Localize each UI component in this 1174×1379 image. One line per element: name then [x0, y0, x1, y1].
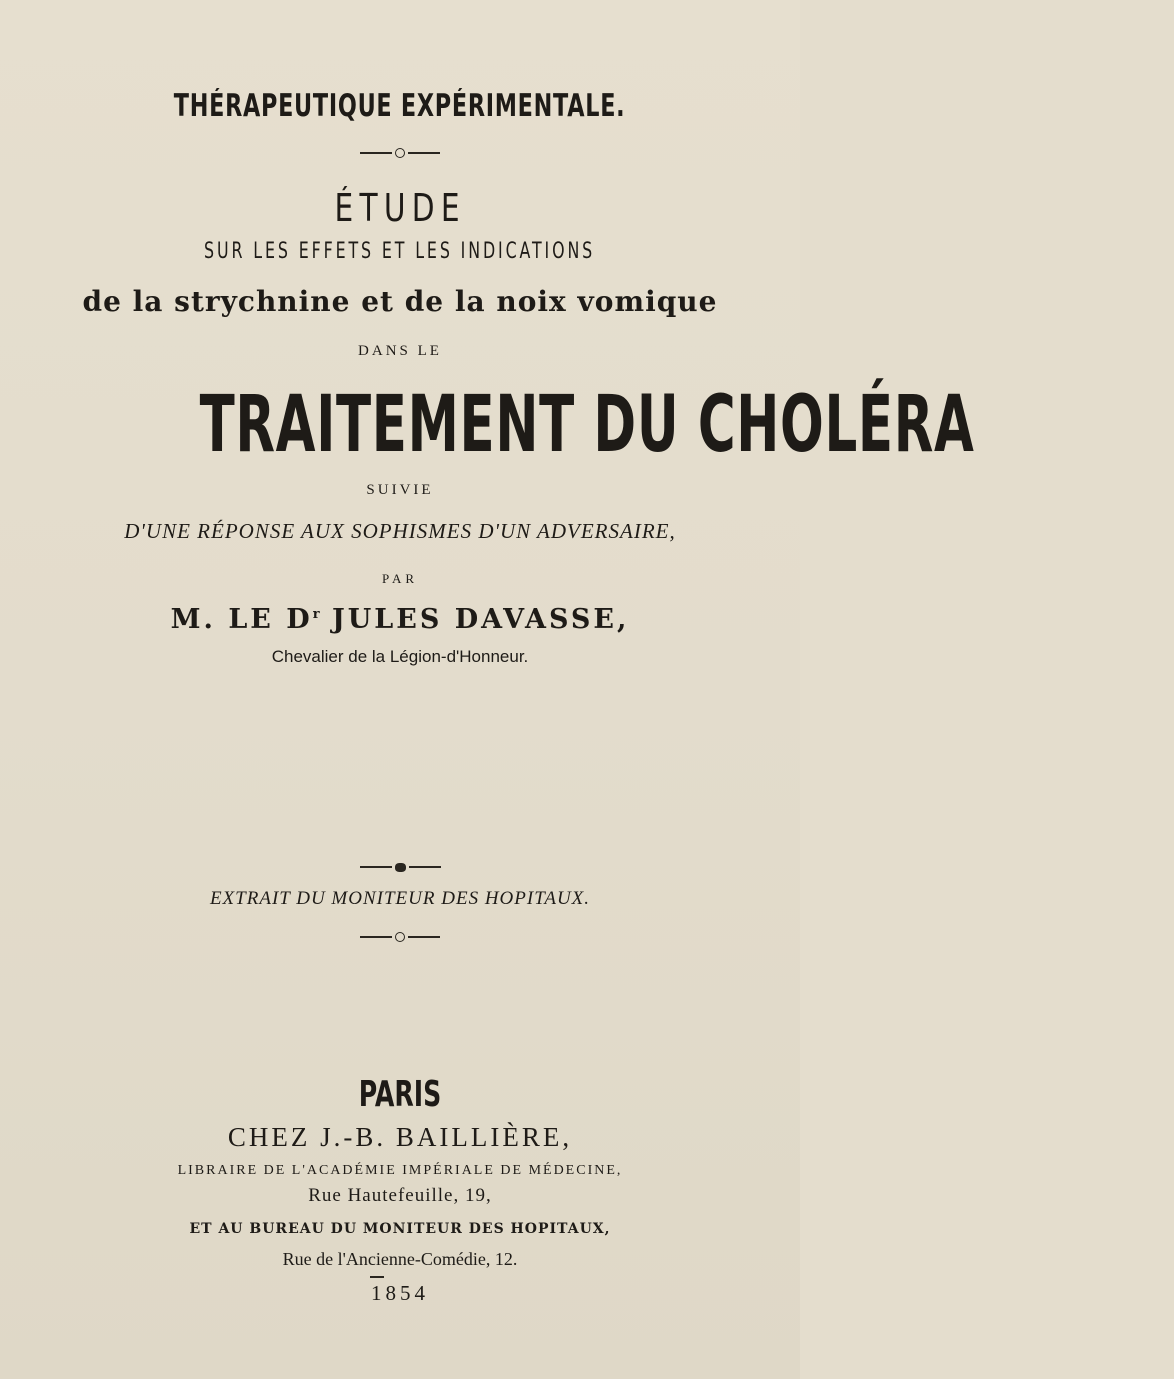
collection-heading: THÉRAPEUTIQUE EXPÉRIMENTALE. — [174, 88, 626, 124]
main-title: TRAITEMENT DU CHOLÉRA — [199, 380, 975, 470]
imprint-publisher-title: LIBRAIRE DE L'ACADÉMIE IMPÉRIALE DE MÉDECINE, — [177, 1163, 623, 1178]
ornament-divider — [0, 146, 800, 160]
ornament-divider-floral — [0, 860, 800, 874]
subtitle-effects: SUR LES EFFETS ET LES INDICATIONS — [204, 239, 596, 264]
dans-le-text: DANS LE — [358, 343, 442, 359]
reponse-subtitle: D'UNE RÉPONSE AUX SOPHISMES D'UN ADVERSAIRE, — [124, 519, 676, 543]
imprint-publisher: CHEZ J.-B. BAILLIÈRE, — [227, 1122, 573, 1152]
author-prefix-sup: r — [312, 607, 320, 622]
author-fullname: JULES DAVASSE, — [331, 604, 630, 635]
ornament-divider-small — [0, 930, 800, 944]
year-rule — [370, 1276, 384, 1278]
par-text: PAR — [381, 571, 419, 586]
author-name — [0, 604, 800, 635]
suivie-text: SUIVIE — [366, 482, 434, 498]
imprint-year: 1854 — [371, 1281, 429, 1305]
imprint-city: PARIS — [358, 1074, 442, 1115]
author-prefix: M. LE D — [170, 604, 313, 635]
imprint-address-1: Rue Hautefeuille, 19, — [308, 1185, 492, 1206]
etude-heading: ÉTUDE — [334, 186, 466, 230]
author-honor: Chevalier de la Légion-d'Honneur. — [271, 647, 529, 666]
extrait-text: EXTRAIT DU MONITEUR DES HOPITAUX. — [209, 888, 591, 909]
imprint-bureau: ET AU BUREAU DU MONITEUR DES HOPITAUX, — [189, 1221, 611, 1237]
subtitle-substances: de la strychnine et de la noix vomique — [82, 285, 718, 318]
imprint-address-2: Rue de l'Ancienne-Comédie, 12. — [282, 1249, 518, 1269]
